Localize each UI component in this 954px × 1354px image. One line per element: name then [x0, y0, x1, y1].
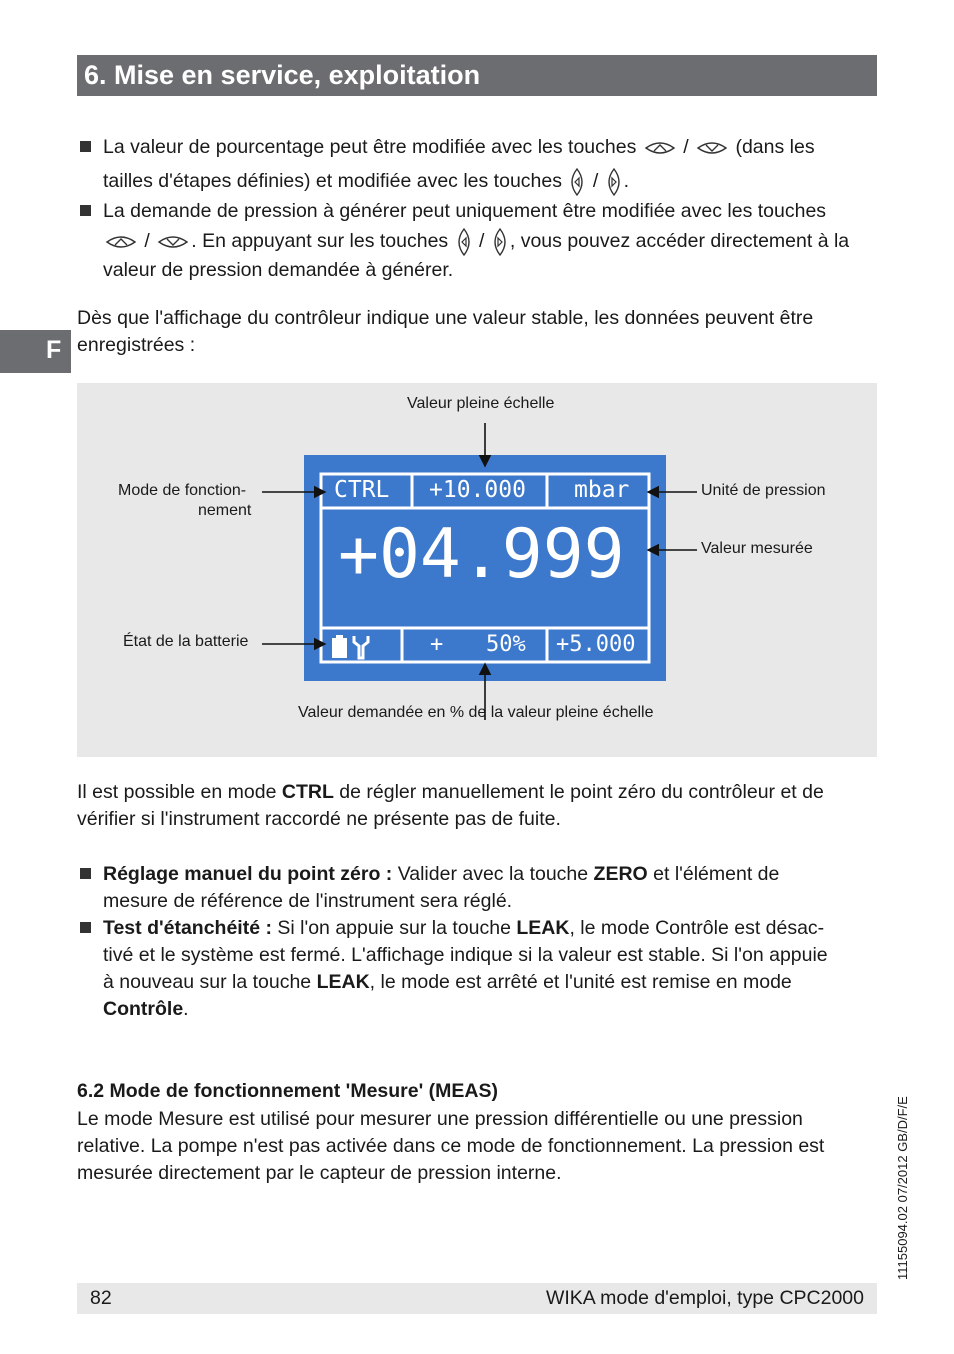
paragraph: enregistrées :: [77, 334, 196, 356]
paragraph: vérifier si l'instrument raccordé ne présente pas de fuite.: [77, 808, 561, 830]
page-title: 6. Mise en service, exploitation: [84, 60, 481, 90]
bullet-text: valeur de pression demandée à générer.: [103, 259, 454, 281]
bullet-marker: [80, 868, 91, 879]
lcd-mode: CTRL: [334, 477, 390, 503]
bullet-text: La demande de pression à générer peut uniquement être modifiée avec les touches: [103, 200, 827, 222]
bullet-text: Réglage manuel du point zéro : Valider avec la touche ZERO et l'élément de: [103, 863, 780, 885]
section-title: 6.2 Mode de fonctionnement 'Mesure' (MEAS): [77, 1080, 498, 1102]
bullet-marker: [80, 922, 91, 933]
label-mode: Mode de fonction-: [118, 482, 247, 499]
paragraph: Le mode Mesure est utilisé pour mesurer une pression différentielle ou une pression: [77, 1108, 803, 1130]
language-tab-letter: F: [46, 336, 62, 364]
bullet-text: tivé et le système est fermé. L'affichage indique si la valeur est stable. Si l'on appuie: [103, 944, 828, 966]
lcd-measured-value: +04.999: [338, 515, 625, 594]
label-battery: État de la batterie: [123, 633, 249, 650]
lcd-unit: mbar: [574, 477, 630, 503]
lcd-demand: +5.000: [556, 632, 636, 657]
bullet-text: tailles d'étapes définies) et modifiée avec les touches / .: [103, 167, 629, 197]
lcd-percent: 50%: [486, 632, 526, 657]
label-measured: Valeur mesurée: [701, 540, 813, 557]
label-unit: Unité de pression: [701, 482, 826, 499]
label-full-scale: Valeur pleine échelle: [407, 395, 555, 412]
bullet-text: mesure de référence de l'instrument sera réglé.: [103, 890, 513, 912]
lcd-sign: +: [430, 632, 444, 657]
bullet-text: à nouveau sur la touche LEAK, le mode est arrêté et l'unité est remise en mode: [103, 971, 792, 993]
bullet-text: / . En appuyant sur les touches / , vous pouvez accéder directement à la: [103, 227, 849, 257]
paragraph: relative. La pompe n'est pas activée dans ce mode de fonctionnement. La pression est: [77, 1135, 825, 1157]
bullet-text: La valeur de pourcentage peut être modifiée avec les touches / (dans les: [103, 136, 815, 158]
paragraph: mesurée directement par le capteur de pression interne.: [77, 1162, 562, 1184]
lcd-full-scale: +10.000: [429, 477, 526, 503]
label-mode: nement: [198, 502, 252, 519]
page-footer: [77, 1283, 877, 1314]
paragraph: Dès que l'affichage du contrôleur indique une valeur stable, les données peuvent être: [77, 307, 814, 329]
bullet-text: Test d'étanchéité : Si l'on appuie sur la touche LEAK, le mode Contrôle est désac-: [103, 917, 825, 939]
doc-reference: 11155094.02 07/2012 GB/D/F/E: [895, 1096, 910, 1280]
footer-doc-title: WIKA mode d'emploi, type CPC2000: [545, 1287, 864, 1309]
bullet-text: Contrôle.: [103, 998, 189, 1020]
label-demand: Valeur demandée en % de la valeur pleine échelle: [298, 704, 654, 721]
paragraph: Il est possible en mode CTRL de régler manuellement le point zéro du contrôleur et de: [77, 781, 824, 803]
page-number: 82: [90, 1287, 112, 1309]
